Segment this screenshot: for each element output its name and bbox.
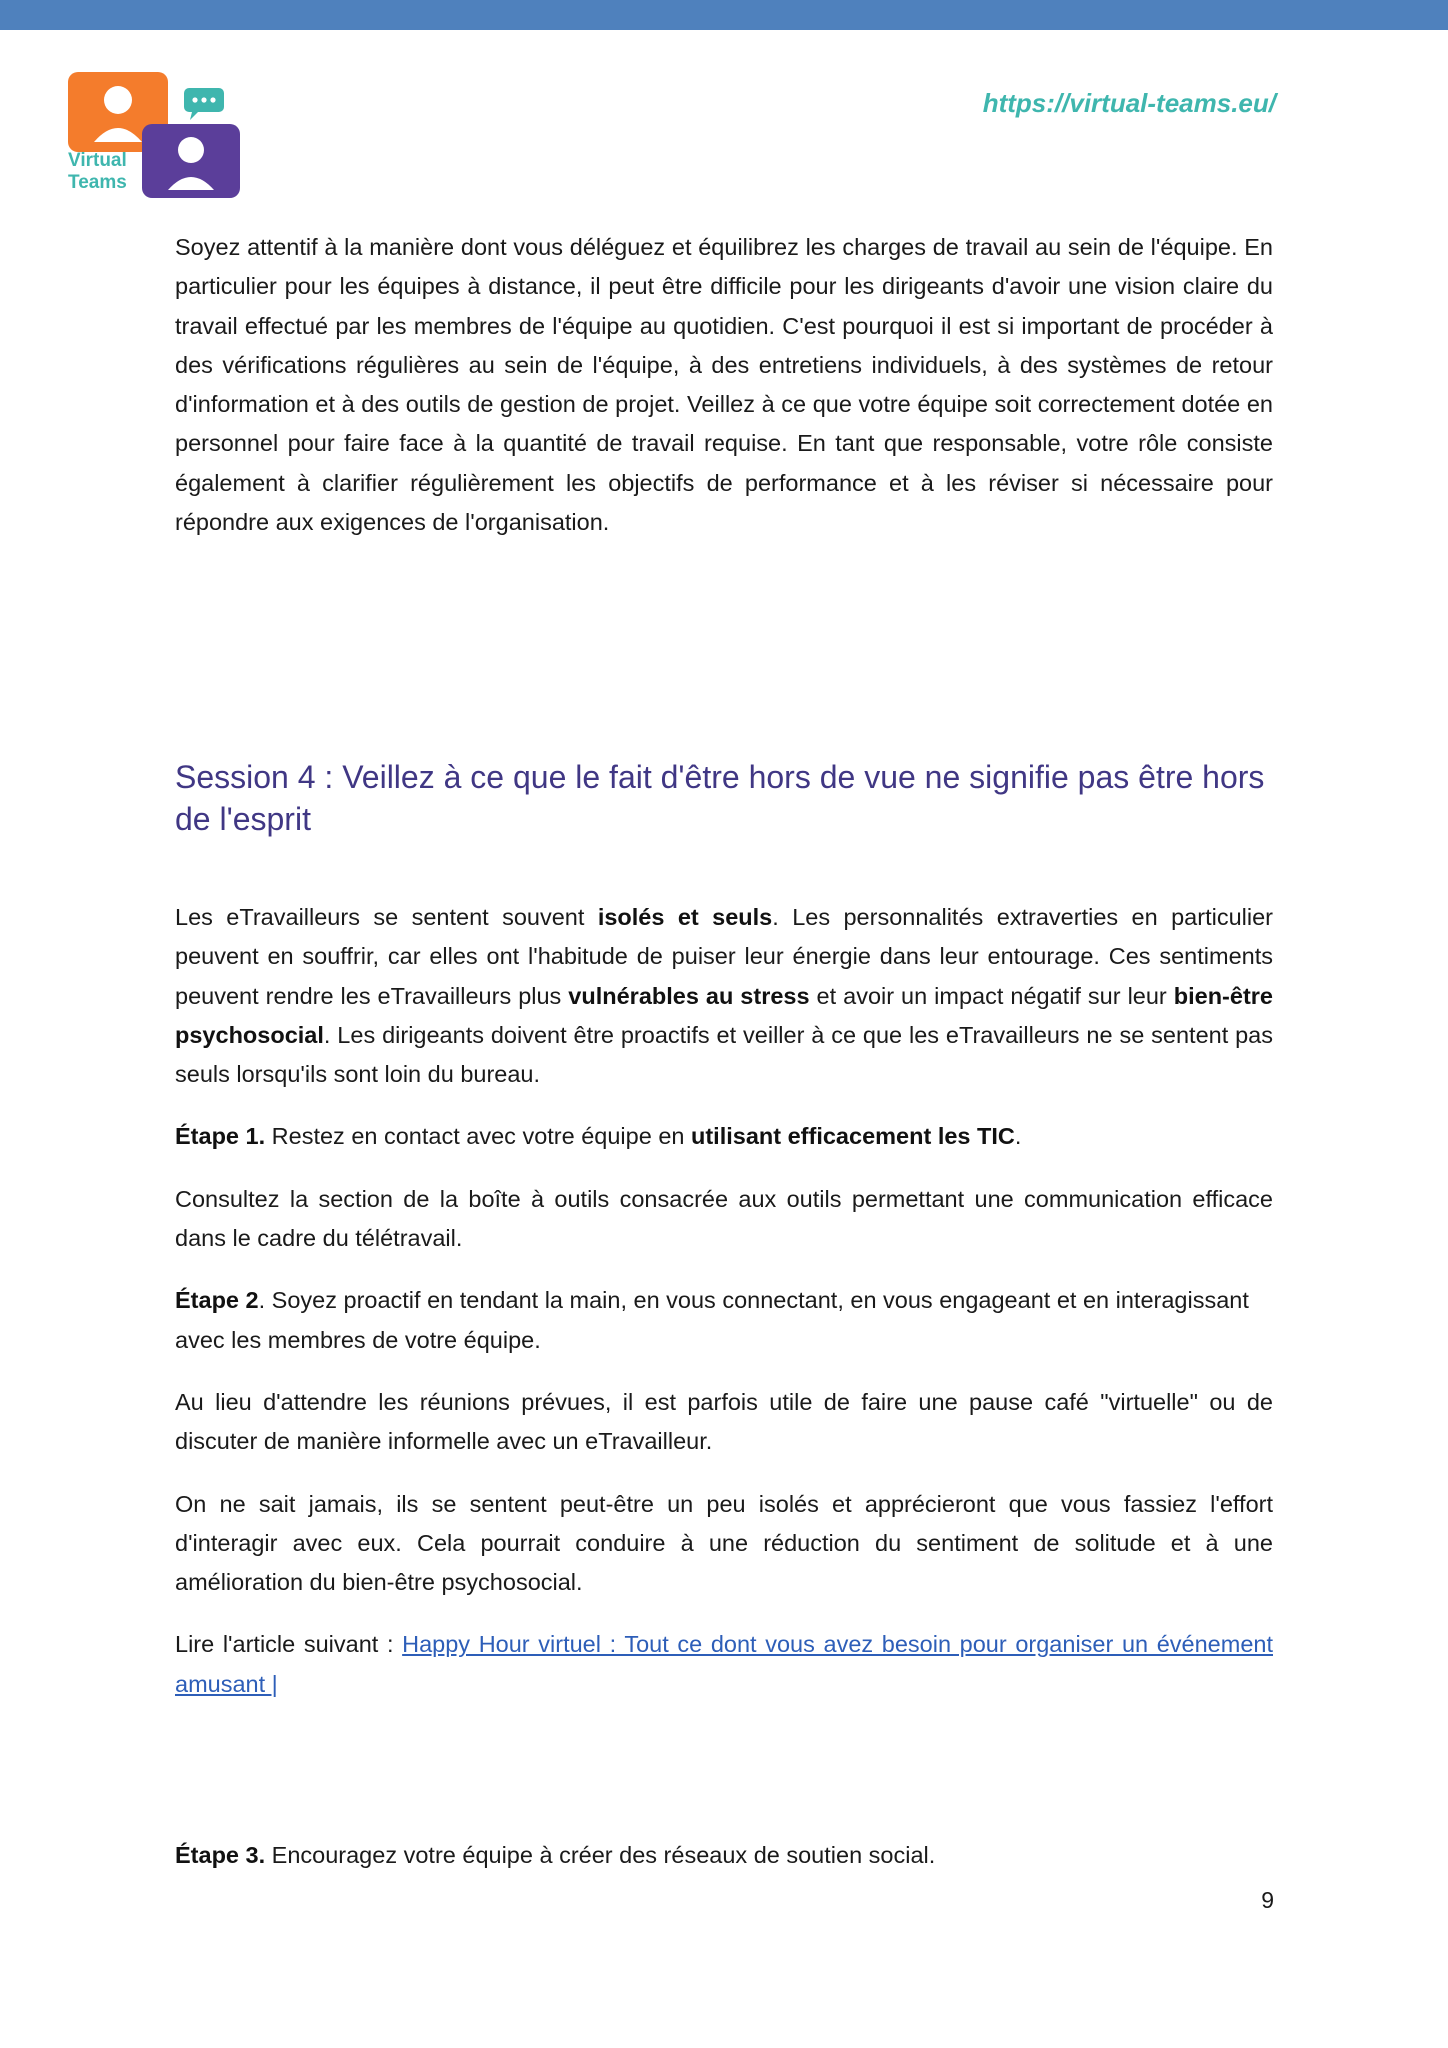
top-bar — [0, 0, 1448, 30]
session-heading: Session 4 : Veillez à ce que le fait d'être hors de vue ne signifie pas être hors de l'esprit — [175, 759, 1265, 837]
isolation-paragraph: Les eTravailleurs se sentent souvent isolés et seuls. Les personnalités extraverties en particulier peuvent en souffrir, car elles ont l'habitude de puiser leur énergie dans leur entourage. Ces sentiments peuvent rendre les eTravailleurs plus vulnérables au stress et avoir un impact négatif sur leur bien-être psychosocial. Les dirigeants doivent être proactifs et veiller à ce que les eTravailleurs ne se sentent pas seuls lorsqu'ils sont loin du bureau. — [175, 904, 1273, 1088]
page-number: 9 — [1261, 1887, 1274, 1913]
svg-text:Teams: Teams — [68, 172, 127, 193]
step-2-label: Étape 2 — [175, 1287, 259, 1314]
step-3-paragraph: Étape 3. Encouragez votre équipe à créer des réseaux de soutien social. — [175, 1842, 936, 1868]
toolbox-paragraph: Consultez la section de la boîte à outils consacrée aux outils permettant une communication efficace dans le cadre du télétravail. — [175, 1185, 1273, 1252]
step-2-paragraph: Étape 2. Soyez proactif en tendant la main, en vous connectant, en vous engageant et en interagissant avec les membres de votre équipe. — [175, 1287, 1249, 1353]
coffee-paragraph: Au lieu d'attendre les réunions prévues, il est parfois utile de faire une pause café "virtuelle" ou de discuter de manière informelle avec un eTravailleur. — [175, 1388, 1273, 1455]
intro-paragraph: Soyez attentif à la manière dont vous déléguez et équilibrez les charges de travail au sein de l'équipe. En particulier pour les équipes à distance, il peut être difficile pour les dirigeants d'avoir une vision claire du travail effectué par les membres de l'équipe au quotidien. C'est pourquoi il est si important de procéder à des vérifications régulières au sein de l'équipe, à des entretiens individuels, à des systèmes de retour d'information et à des outils de gestion de projet. Veillez à ce que votre équipe soit correctement dotée en personnel pour faire face à la quantité de travail requise. En tant que responsable, votre rôle consiste également à clarifier régulièrement les objectifs de performance et à les réviser si nécessaire pour répondre aux exigences de l'organisation. — [175, 234, 1273, 536]
step-1-label: Étape 1. — [175, 1123, 266, 1150]
header-url-link[interactable]: https://virtual-teams.eu/ — [982, 88, 1276, 118]
happy-hour-article-link[interactable]: Happy Hour virtuel : Tout ce dont vous avez besoin pour organiser un événement amusant | — [175, 1631, 1273, 1697]
step-3-section — [175, 1836, 1273, 1875]
read-article-paragraph: Lire l'article suivant : Happy Hour virtuel : Tout ce dont vous avez besoin pour organiser un événement amusant | — [175, 1631, 1273, 1697]
step-3-label: Étape 3. — [175, 1842, 266, 1868]
never-know-paragraph: On ne sait jamais, ils se sentent peut-être un peu isolés et apprécieront que vous fassiez l'effort d'interagir avec eux. Cela pourrait conduire à une réduction du sentiment de solitude et à une amélioration du bien-être psychosocial. — [175, 1490, 1273, 1596]
step-1-paragraph: Étape 1. Restez en contact avec votre équipe en utilisant efficacement les TIC. — [175, 1123, 1022, 1150]
virtual-teams-logo — [66, 70, 246, 200]
intro-section — [175, 228, 1273, 542]
main-section — [175, 898, 1273, 1704]
svg-text:Virtual: Virtual — [68, 150, 127, 171]
